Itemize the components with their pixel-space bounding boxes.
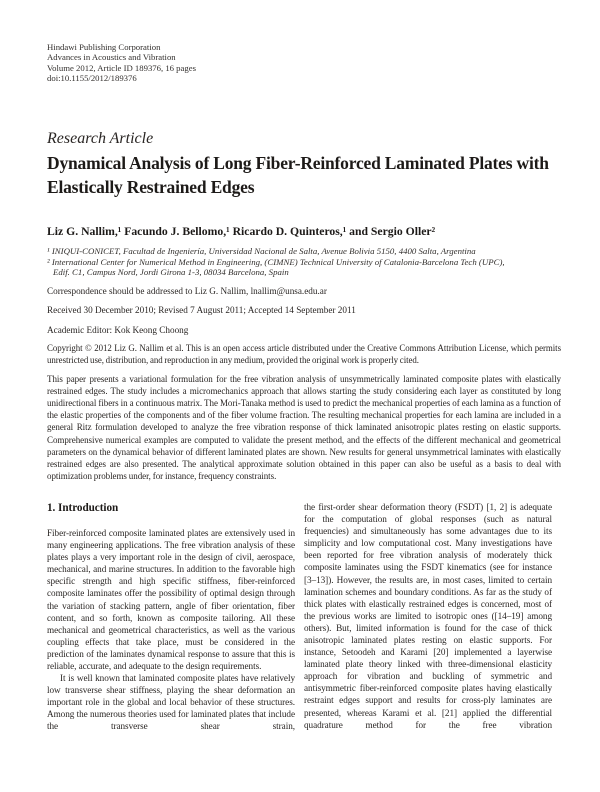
section-heading-introduction: 1. Introduction	[47, 501, 119, 514]
intro-paragraph-1: Fiber-reinforced composite laminated plates are extensively used in many engineering applications. The free vibration analysis of these plates plays a very important role in the design of civil, aerospace, mechanical, and marine structures. In addition to the favorable high specific strength and high specific stiffness, fiber-reinforced composite laminates offer the possibility of optimal design through the variation of stacking pattern, angle of fiber orientation, fiber content, and so forth, known as composite tailoring. All these mechanical and geometrical characteristics, as well as the various coupling effects that take place, must be considered in the prediction of the laminates dynamical response to assure that this is reliable, accurate, and adequate to the design requirements.	[47, 527, 295, 671]
journal-name: Advances in Acoustics and Vibration	[47, 52, 176, 63]
dates-line: Received 30 December 2010; Revised 7 August 2011; Accepted 14 September 2011	[47, 305, 356, 316]
article-title: Dynamical Analysis of Long Fiber-Reinforced Laminated Plates with Elastically Restrained Edges	[47, 153, 549, 197]
affiliations-block	[47, 246, 554, 277]
introduction-section	[47, 501, 554, 733]
affiliation-1: ¹ INIQUI-CONICET, Facultad de Ingeniería, Universidad Nacional de Salta, Avenue Bolivia 5150, 4400 Salta, Argentina	[47, 246, 476, 257]
authors-line: Liz G. Nallim,¹ Facundo J. Bellomo,¹ Ricardo D. Quinteros,¹ and Sergio Oller²	[47, 225, 436, 239]
publisher-name: Hindawi Publishing Corporation	[47, 42, 161, 52]
affiliation-2: ² International Center for Numerical Method in Engineering, (CIMNE) Technical University of Catalonia-Barcelona Tech (UPC),	[47, 256, 505, 267]
article-type-label: Research Article	[47, 130, 154, 148]
intro-column-left	[47, 501, 295, 733]
academic-editor-line: Academic Editor: Kok Keong Choong	[47, 324, 189, 335]
correspondence-line: Correspondence should be addressed to Liz G. Nallim, lnallim@unsa.edu.ar	[47, 285, 327, 296]
doi-line: doi:10.1155/2012/189376	[47, 72, 137, 83]
copyright-notice: Copyright © 2012 Liz G. Nallim et al. This is an open access article distributed under the Creative Commons Attribution License, which permits unrestricted use, distribution, and reproduction in any medium, provided the original work is properly cited.	[47, 342, 561, 365]
intro-paragraph-2: It is well known that laminated composite plates have relatively low transverse shear stiffness, playing the shear deformation an important role in the global and local behavior of these structures. Among the numerous theories used for laminated plates that include the transverse shear strain,	[47, 673, 295, 732]
publisher-header	[47, 42, 554, 83]
intro-column-right	[304, 501, 552, 733]
affiliation-2-continued: Edif. C1, Campus Nord, Jordi Girona 1-3, 08034 Barcelona, Spain	[53, 267, 289, 277]
intro-paragraph-3: the first-order shear deformation theory (FSDT) [1, 2] is adequate for the computation of global responses (such as natural frequencies) and simultaneously has some advantages due to its simplicity and low computational cost. Many investigations have been reported for free vibration analysis of moderately thick composite laminates using the FSDT kinematics (see for instance [3–13]). However, the results are, in most cases, limited to certain lamination schemes and boundary conditions. As far as the study of thick plates with elastically restrained edges is concerned, most of the previous works are limited to isotropic ones ([14–19] among others). But, limited information is found for the case of thick anisotropic laminated plates resting on elastic supports. For instance, Setoodeh and Karami [20] implemented a layerwise laminated plate theory linked with three-dimensional elasticity approach for vibration and buckling of symmetric and antisymmetric fiber-reinforced composite plates having elastically restraint edges support and results for cross-ply laminates are presented, whereas Karami et al. [21] applied the differential quadrature method for the free vibration	[304, 501, 552, 730]
volume-article-id: Volume 2012, Article ID 189376, 16 pages	[47, 62, 196, 73]
abstract-text: This paper presents a variational formulation for the free vibration analysis of unsymmetrically laminated composite plates with elastically restrained edges. The study includes a micromechanics approach that allows starting the study considering each layer as constituted by long unidirectional fibers in a continuous matrix. The Mori-Tanaka method is used to predict the mechanical properties of each lamina as a function of the elastic properties of the components and of the fiber volume fraction. The resulting mechanical properties for each lamina are included in a general Ritz formulation developed to analyze the free vibration response of thick laminated anisotropic plates resting on elastic supports. Comprehensive numerical examples are computed to validate the present method, and the effects of the different mechanical and geometrical parameters on the dynamical behavior of different laminated plates are shown. New results for general unsymmetrical laminates with elastically restrained edges are also presented. The analytical approximate solution obtained in this paper can also be useful as a basis to deal with optimization problems under, for instance, frequency constraints.	[47, 374, 561, 481]
